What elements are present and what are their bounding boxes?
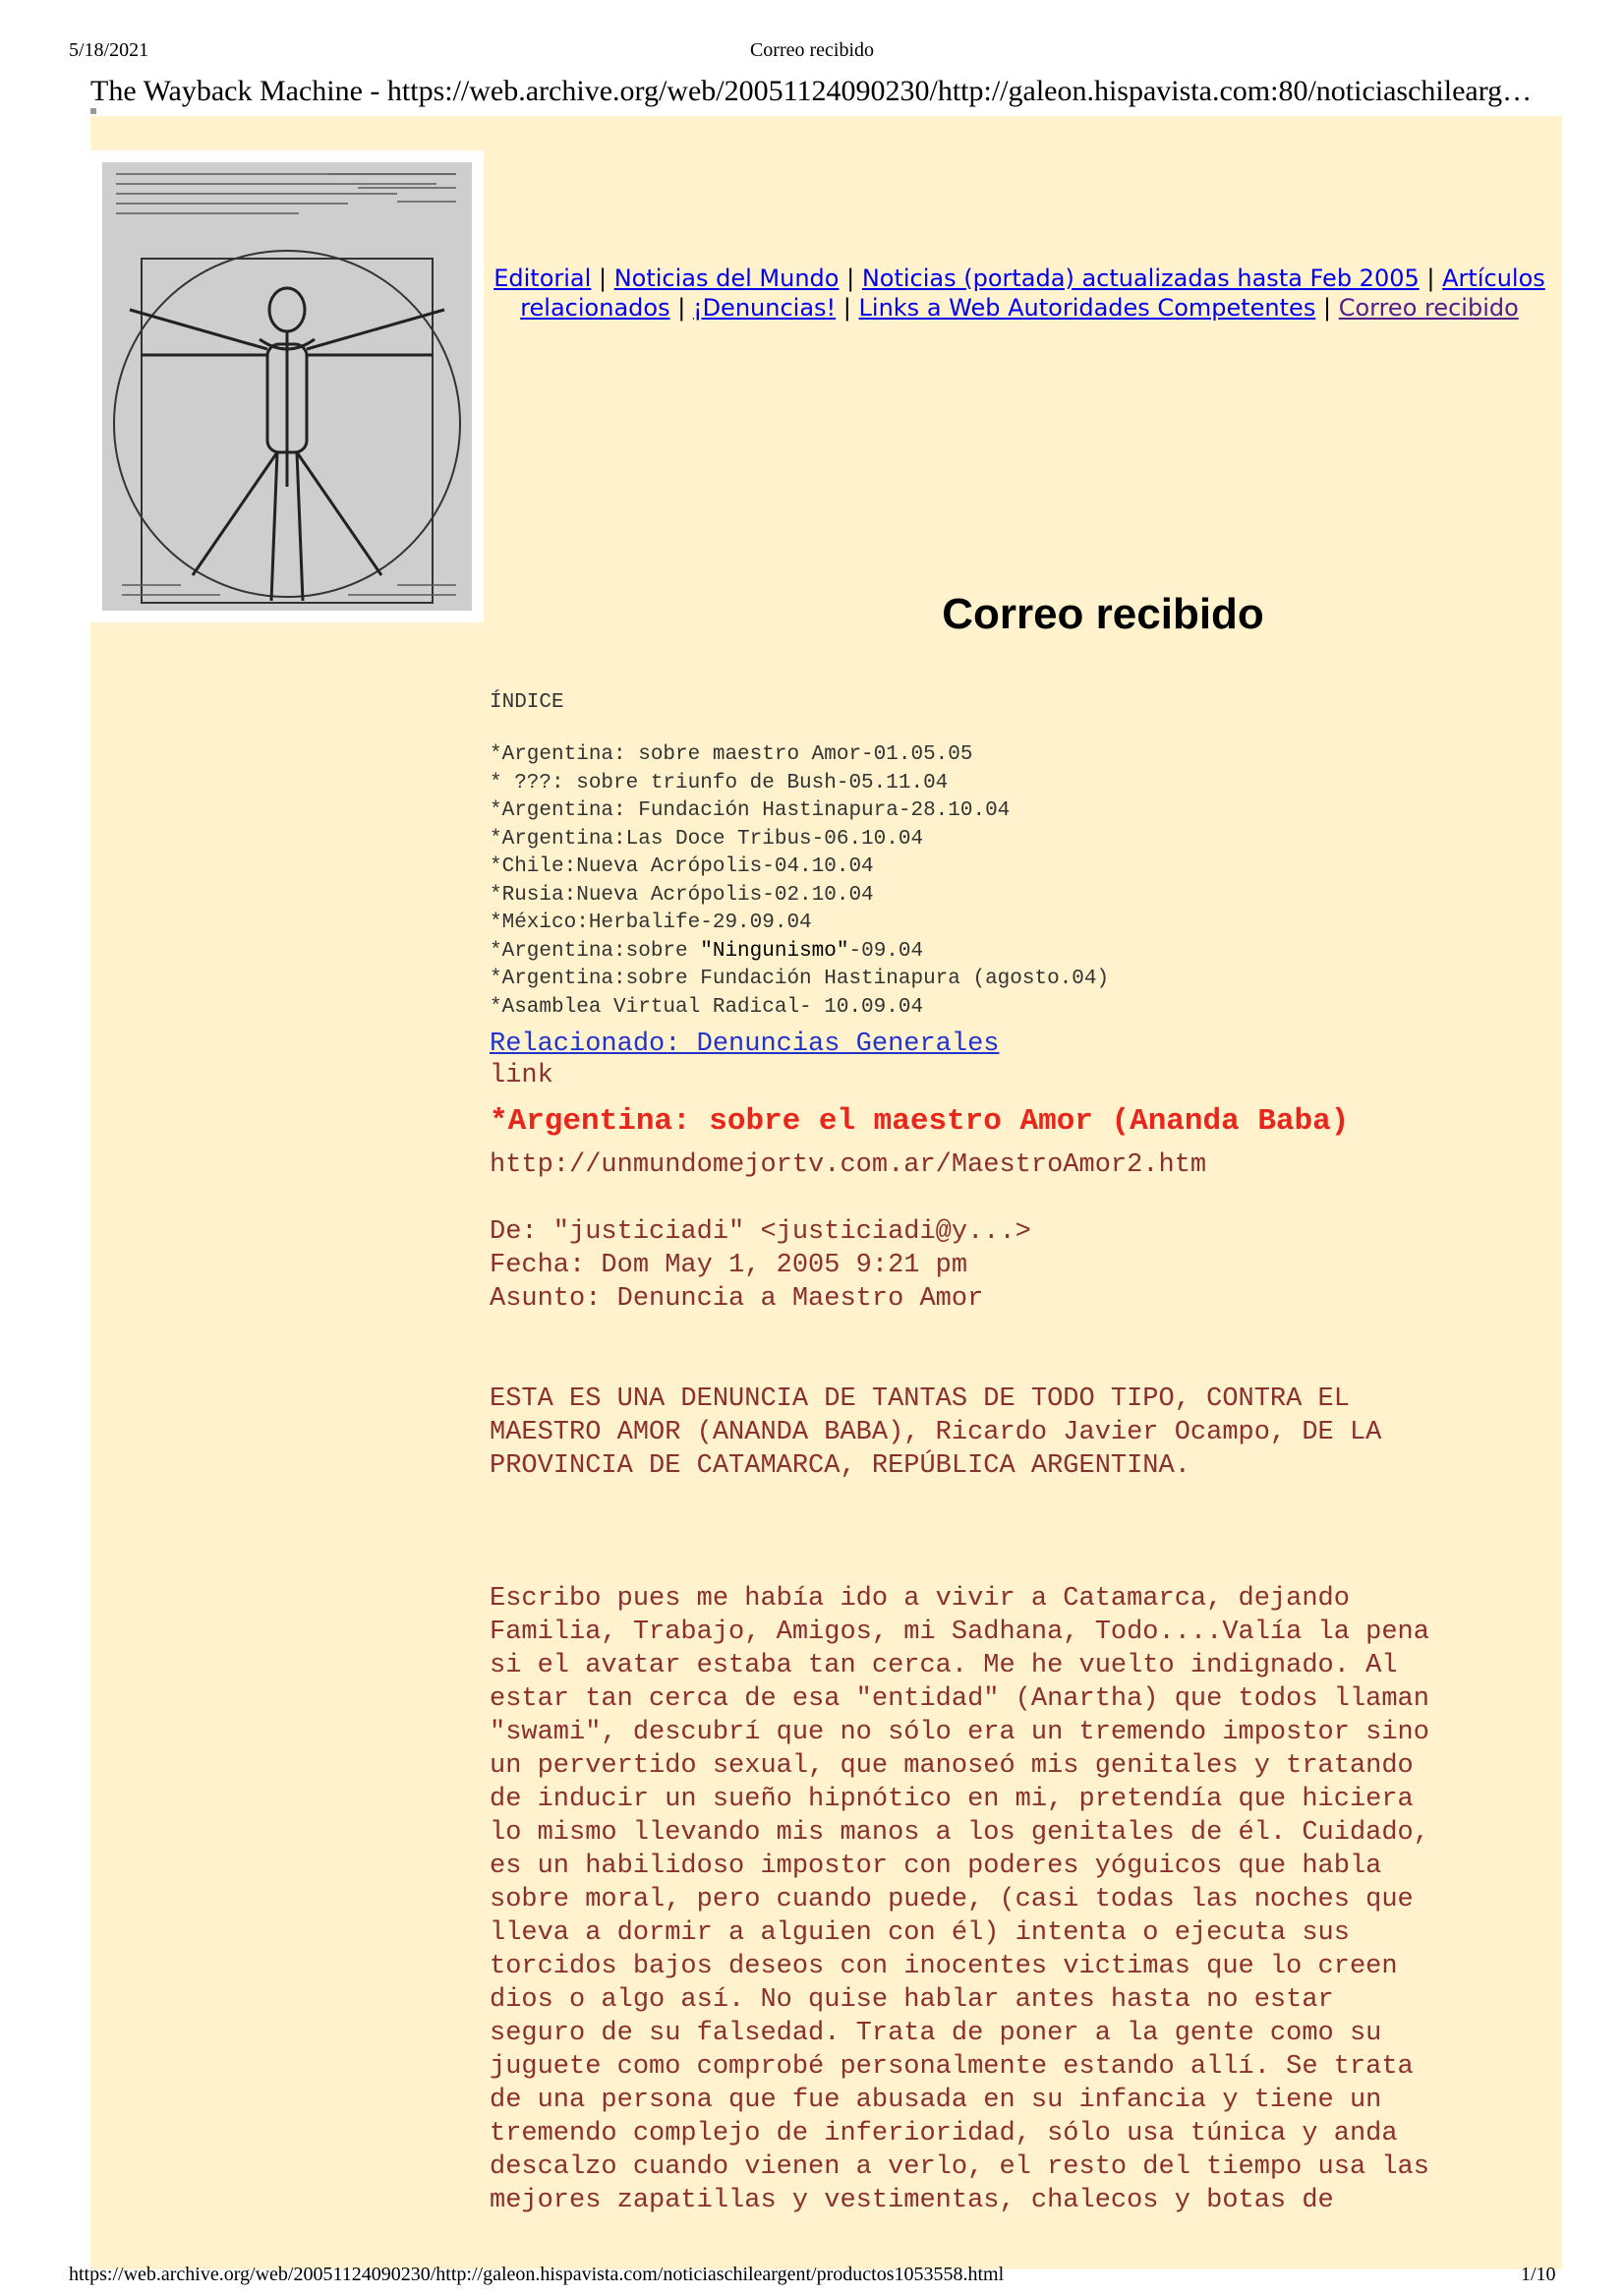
vitruvian-man-image <box>90 150 484 622</box>
index-item-suffix: -09.04 <box>848 939 924 963</box>
index-item[interactable]: *Argentina: sobre maestro Amor-01.05.05 <box>490 743 973 766</box>
index-item[interactable] <box>490 938 1551 967</box>
link-text: link <box>490 1061 553 1090</box>
body-line: mejores zapatillas y vestimentas, chalecos y botas de <box>490 2186 1334 2215</box>
body-line: lleva a dormir a alguien con él) intenta o ejecuta sus <box>490 1918 1350 1948</box>
nav-separator: | <box>1322 294 1332 322</box>
main-content <box>490 691 1551 2217</box>
index-item[interactable]: * ???: sobre triunfo de Bush-05.11.04 <box>490 771 949 795</box>
email-date: Fecha: Dom May 1, 2005 9:21 pm <box>490 1251 968 1280</box>
body-line: es un habilidoso impostor con poderes yóguicos que habla <box>490 1852 1382 1881</box>
body-line: lo mismo llevando mis manos a los genitales de él. Cuidado, <box>490 1818 1429 1848</box>
body-line: juguete como comprobé personalmente estando allí. Se trata <box>490 2052 1414 2082</box>
index-item[interactable]: *Asamblea Virtual Radical- 10.09.04 <box>490 995 924 1019</box>
index-heading: ÍNDICE <box>490 691 564 714</box>
body-line: tremendo complejo de inferioridad, sólo usa túnica y anda <box>490 2119 1398 2149</box>
print-footer-url: https://web.archive.org/web/20051124090230/http://galeon.hispavista.com/noticiaschileargent/productos1053558.html <box>69 2264 1005 2285</box>
article-title: *Argentina: sobre el maestro Amor (Ananda Baba) <box>490 1104 1350 1139</box>
email-headers <box>490 1215 1551 1316</box>
body-line: torcidos bajos deseos con inocentes victimas que lo creen <box>490 1952 1398 1981</box>
index-item[interactable]: *México:Herbalife-29.09.04 <box>490 912 812 934</box>
article-body <box>490 1582 1551 2217</box>
article-url: http://unmundomejortv.com.ar/MaestroAmor2.htm <box>490 1150 1207 1180</box>
body-line: de inducir un sueño hipnótico en mi, pretendía que hiciera <box>490 1785 1414 1814</box>
wayback-title: The Wayback Machine - https://web.archive.org/web/20051124090230/http://galeon.hispavista.com:80/noticiaschilearg… <box>90 75 1533 107</box>
body-line: dios o algo así. No quise hablar antes hasta no estar <box>490 1985 1334 2015</box>
nav-link-noticias-portada[interactable]: Noticias (portada) actualizadas hasta Feb 2005 <box>861 265 1420 292</box>
body-line: Familia, Trabajo, Amigos, mi Sadhana, Todo....Valía la pena <box>490 1618 1429 1647</box>
index-item[interactable]: *Argentina:sobre Fundación Hastinapura (agosto.04) <box>490 968 1110 990</box>
body-line: Escribo pues me había ido a vivir a Catamarca, dejando <box>490 1584 1350 1614</box>
nav-separator: | <box>846 265 855 292</box>
nav-link-autoridades[interactable]: Links a Web Autoridades Competentes <box>858 294 1316 322</box>
intro-line: MAESTRO AMOR (ANANDA BABA), Ricardo Javier Ocampo, DE LA <box>490 1418 1382 1447</box>
print-header-title: Correo recibido <box>749 39 875 61</box>
index-item[interactable]: *Argentina: Fundación Hastinapura-28.10.04 <box>490 799 1011 822</box>
index-item-prefix: *Argentina:sobre <box>490 939 701 963</box>
print-header-date: 5/18/2021 <box>69 39 149 61</box>
nav-link-articulos[interactable]: Artículos relacionados <box>520 265 1545 322</box>
nav-link-correo-recibido[interactable]: Correo recibido <box>1338 294 1519 322</box>
index-list <box>490 741 1551 1022</box>
body-line: descalzo cuando vienen a verlo, el resto del tiempo usa las <box>490 2152 1429 2182</box>
nav-link-noticias-del-mundo[interactable]: Noticias del Mundo <box>613 265 840 292</box>
vitruvian-man-icon <box>102 162 472 611</box>
index-item-highlight: "Ningunismo" <box>700 939 849 963</box>
body-line: estar tan cerca de esa "entidad" (Anartha) que todos llaman <box>490 1684 1429 1714</box>
email-from: De: "justiciadi" <justiciadi@y...> <box>490 1217 1031 1247</box>
nav-link-denuncias[interactable]: ¡Denuncias! <box>692 294 837 322</box>
article-intro <box>490 1383 1551 1483</box>
intro-line: ESTA ES UNA DENUNCIA DE TANTAS DE TODO TIPO, CONTRA EL <box>490 1384 1350 1414</box>
body-line: un pervertido sexual, que manoseó mis genitales y tratando <box>490 1751 1414 1781</box>
print-footer-page-number: 1/10 <box>1521 2264 1556 2285</box>
index-item[interactable]: *Rusia:Nueva Acrópolis-02.10.04 <box>490 883 874 907</box>
body-line: si el avatar estaba tan cerca. Me he vuelto indignado. Al <box>490 1651 1398 1680</box>
intro-line: PROVINCIA DE CATAMARCA, REPÚBLICA ARGENTINA. <box>490 1451 1190 1481</box>
nav-link-editorial[interactable]: Editorial <box>493 265 592 292</box>
body-line: seguro de su falsedad. Trata de poner a la gente como su <box>490 2019 1382 2048</box>
nav-separator: | <box>677 294 686 322</box>
page-title: Correo recibido <box>942 590 1264 638</box>
index-item[interactable]: *Chile:Nueva Acrópolis-04.10.04 <box>490 855 874 878</box>
nav-bar <box>484 264 1555 323</box>
nav-separator: | <box>598 265 608 292</box>
related-denuncias-link[interactable]: Relacionado: Denuncias Generales <box>490 1030 1000 1059</box>
wayback-marker <box>90 108 96 114</box>
body-line: sobre moral, pero cuando puede, (casi todas las noches que <box>490 1885 1414 1914</box>
body-line: "swami", descubrí que no sólo era un tremendo impostor sino <box>490 1718 1429 1747</box>
page-content <box>90 116 1562 2269</box>
email-subject: Asunto: Denuncia a Maestro Amor <box>490 1284 984 1314</box>
body-line: de una persona que fue abusada en su infancia y tiene un <box>490 2086 1382 2115</box>
index-item[interactable]: *Argentina:Las Doce Tribus-06.10.04 <box>490 827 924 851</box>
nav-separator: | <box>842 294 851 322</box>
nav-separator: | <box>1426 265 1435 292</box>
